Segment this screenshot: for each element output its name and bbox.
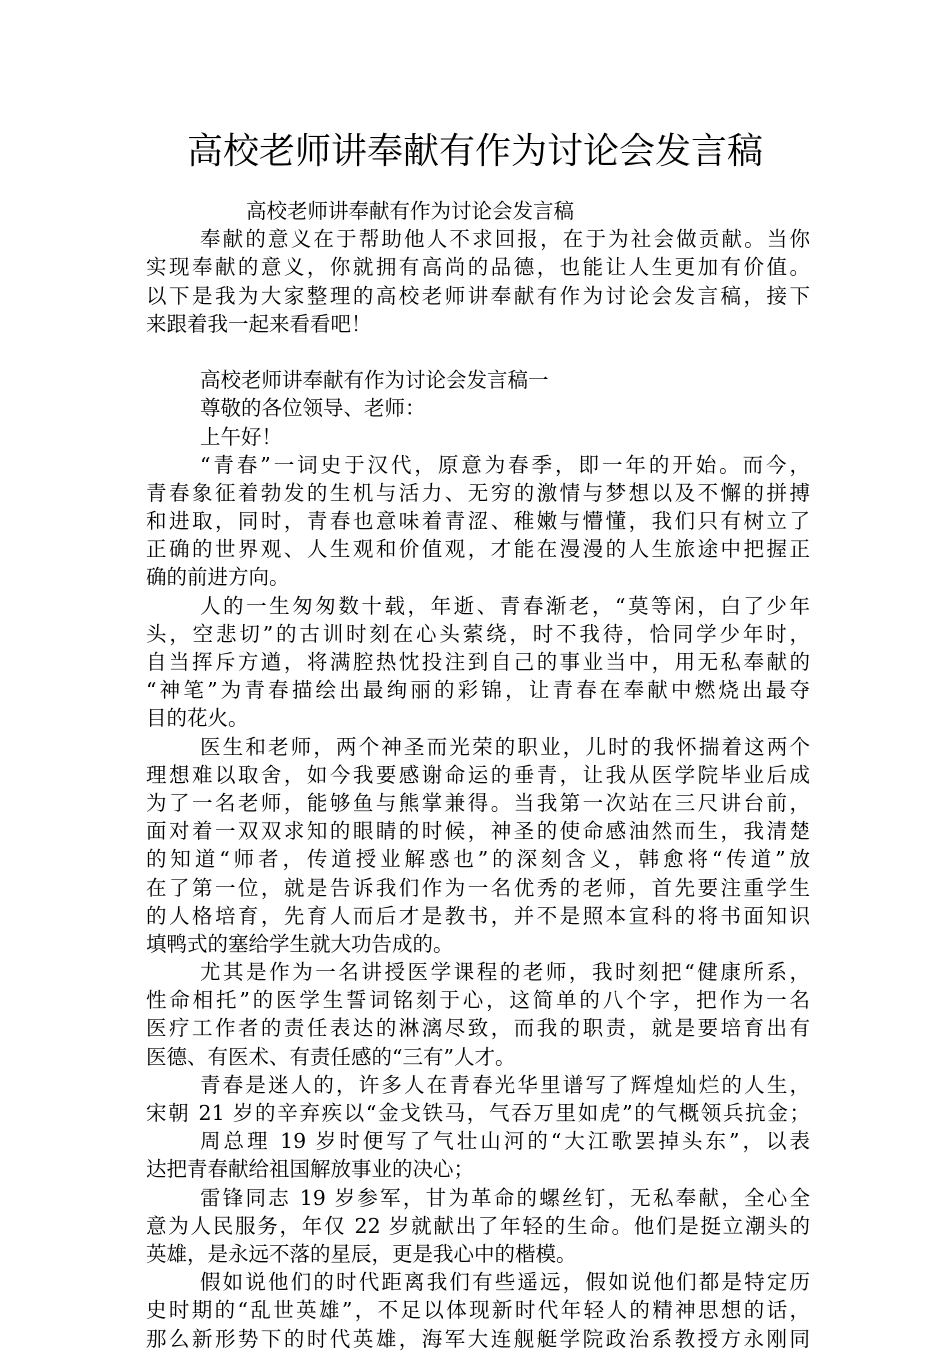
text-line: 医德、有医术、有责任感的“三有”人才。 (146, 1044, 516, 1069)
text-line: 达把青春献给祖国解放事业的决心； (146, 1157, 474, 1182)
text-line: 青春象征着勃发的生机与活力、无穷的激情与梦想以及不懈的拼搏 (146, 480, 810, 505)
text-line: “青春”一词史于汉代，原意为春季，即一年的开始。而今， (200, 452, 810, 477)
text-line: 性命相托”的医学生誓词铭刻于心，这简单的八个字，把作为一名 (146, 988, 810, 1013)
text-line: 人的一生匆匆数十载，年逝、青春渐老，“莫等闲，白了少年 (200, 593, 810, 618)
text-line: 的知道“师者，传道授业解惑也”的深刻含义，韩愈将“传道”放 (146, 847, 810, 872)
text-line: 面对着一双双求知的眼睛的时候，神圣的使命感油然而生，我清楚 (146, 819, 810, 844)
text-line: 医生和老师，两个神圣而光荣的职业，儿时的我怀揣着这两个 (200, 734, 810, 759)
text-line: 高校老师讲奉献有作为讨论会发言稿一 (200, 368, 549, 393)
text-line: 雷锋同志 19 岁参军，甘为革命的螺丝钉，无私奉献，全心全 (200, 1185, 810, 1210)
document-title: 高校老师讲奉献有作为讨论会发言稿 (186, 131, 763, 172)
text-line: 意为人民服务，年仅 22 岁就献出了年轻的生命。他们是挺立潮头的 (146, 1213, 810, 1238)
text-line: 青春是迷人的，许多人在青春光华里谱写了辉煌灿烂的人生， (200, 1072, 810, 1097)
text-line: 和进取，同时，青春也意味着青涩、稚嫩与懵懂，我们只有树立了 (146, 509, 810, 534)
text-line: 英雄，是永远不落的星辰，更是我心中的楷模。 (146, 1241, 577, 1266)
document-subtitle: 高校老师讲奉献有作为讨论会发言稿 (246, 199, 574, 223)
text-line: 上午好！ (200, 424, 282, 449)
text-line: 尤其是作为一名讲授医学课程的老师，我时刻把“健康所系， (200, 960, 810, 985)
text-line: 实现奉献的意义，你就拥有高尚的品德，也能让人生更加有价值。 (146, 255, 810, 280)
text-line: 史时期的“乱世英雄”，不足以体现新时代年轻人的精神思想的话， (146, 1298, 810, 1323)
text-line: 头，空悲切”的古训时刻在心头萦绕，时不我待，恰同学少年时， (146, 621, 810, 646)
paragraph-lines (146, 225, 810, 1353)
text-line: 理想难以取舍，如今我要感谢命运的垂青，让我从医学院毕业后成 (146, 762, 810, 787)
text-line: 正确的世界观、人生观和价值观，才能在漫漫的人生旅途中把握正 (146, 537, 810, 562)
text-line: 以下是我为大家整理的高校老师讲奉献有作为讨论会发言稿，接下 (146, 283, 810, 308)
text-line: 尊敬的各位领导、老师： (200, 396, 426, 421)
text-line: 的人格培育，先育人而后才是教书，并不是照本宣科的将书面知识 (146, 903, 810, 928)
text-line: 假如说他们的时代距离我们有些遥远，假如说他们都是特定历 (200, 1270, 810, 1295)
text-line: 来跟着我一起来看看吧！ (146, 311, 372, 336)
text-line: 在了第一位，就是告诉我们作为一名优秀的老师，首先要注重学生 (146, 875, 810, 900)
text-line: 填鸭式的塞给学生就大功告成的。 (146, 931, 454, 956)
document-body (146, 197, 810, 1353)
text-line: 那么新形势下的时代英雄，海军大连舰艇学院政治系教授方永刚同 (146, 1326, 810, 1351)
text-line: 确的前进方向。 (146, 565, 290, 590)
text-line: “神笔”为青春描绘出最绚丽的彩锦，让青春在奉献中燃烧出最夺 (146, 678, 810, 703)
text-line: 奉献的意义在于帮助他人不求回报，在于为社会做贡献。当你 (200, 227, 810, 252)
text-line: 目的花火。 (146, 706, 249, 731)
blank-line (146, 338, 810, 366)
text-line: 宋朝 21 岁的辛弃疾以“金戈铁马，气吞万里如虎”的气概领兵抗金； (146, 1101, 810, 1125)
text-line: 自当挥斥方遒，将满腔热忱投注到自己的事业当中，用无私奉献的 (146, 650, 810, 674)
text-line: 周总理 19 岁时便写了气壮山河的“大江歌罢掉头东”，以表 (200, 1129, 810, 1154)
text-line: 医疗工作者的责任表达的淋漓尽致，而我的职责，就是要培育出有 (146, 1016, 810, 1041)
text-line: 为了一名老师，能够鱼与熊掌兼得。当我第一次站在三尺讲台前， (146, 790, 810, 815)
